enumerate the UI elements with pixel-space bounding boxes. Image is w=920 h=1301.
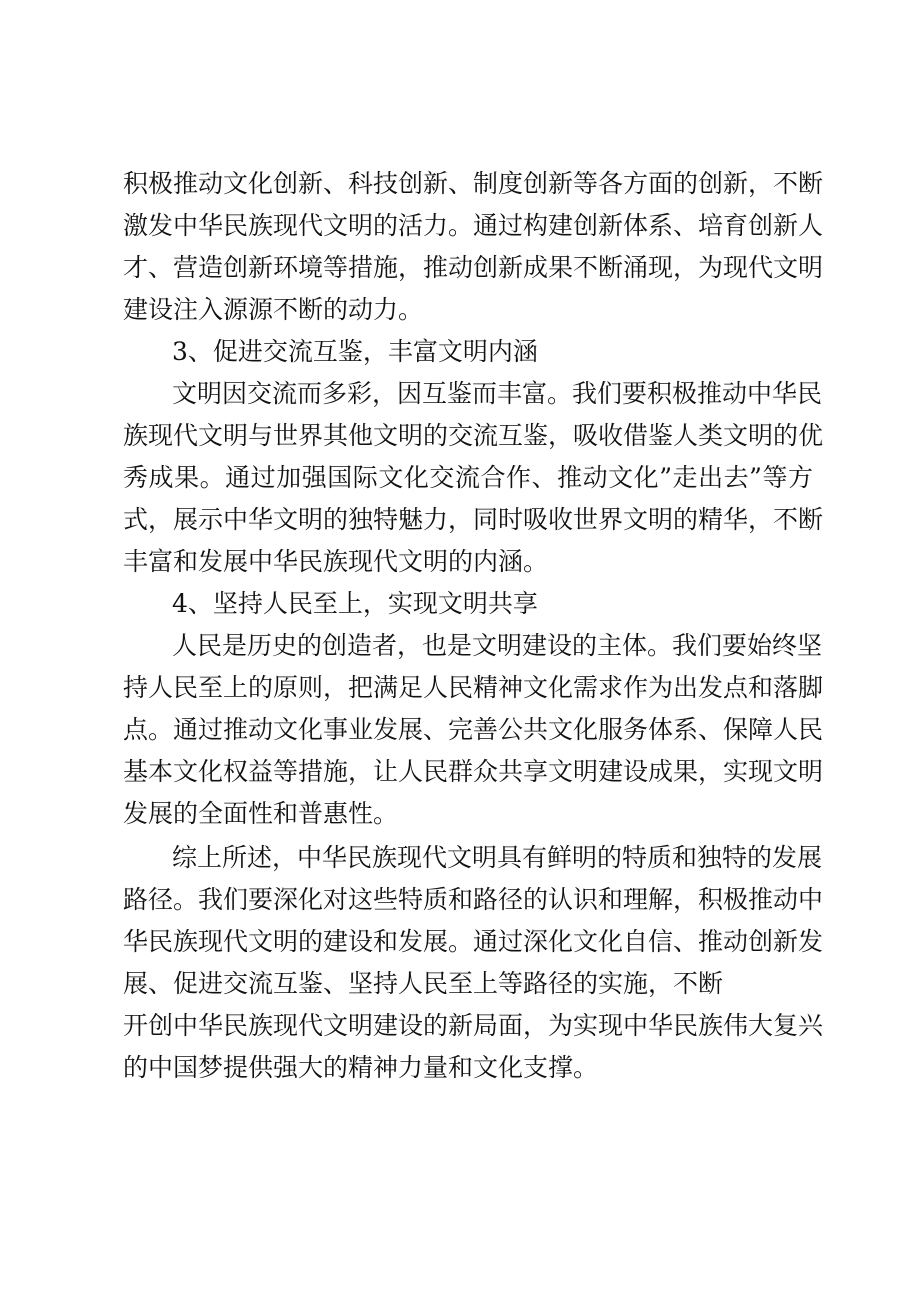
body-text-line: 建设注入源源不断的动力。 <box>123 295 424 324</box>
body-text-line: 秀成果。通过加强国际文化交流合作、推动文化”走出去”等方 <box>123 463 813 492</box>
section-heading-4: 4、坚持人民至上，实现文明共享 <box>172 589 538 618</box>
body-text-line: 才、营造创新环境等措施，推动创新成果不断涌现，为现代文明 <box>123 253 824 282</box>
body-text-line: 激发中华民族现代文明的活力。通过构建创新体系、培育创新人 <box>123 211 824 240</box>
body-text-line: 华民族现代文明的建设和发展。通过深化文化自信、推动创新发 <box>123 927 824 956</box>
body-text-line: 基本文化权益等措施，让人民群众共享文明建设成果，实现文明 <box>123 757 824 786</box>
body-text-line: 点。通过推动文化事业发展、完善公共文化服务体系、保障人民 <box>123 715 824 744</box>
body-text-line: 开创中华民族现代文明建设的新局面，为实现中华民族伟大复兴 <box>123 1011 824 1040</box>
body-text-line: 持人民至上的原则，把满足人民精神文化需求作为出发点和落脚 <box>123 673 824 702</box>
body-text-line: 展、促进交流互鉴、坚持人民至上等路径的实施，不断 <box>123 969 724 998</box>
body-text-line: 的中国梦提供强大的精神力量和文化支撑。 <box>123 1053 599 1082</box>
paragraph-first-line: 综上所述，中华民族现代文明具有鲜明的特质和独特的发展 <box>172 843 823 872</box>
body-text-line: 积极推动文化创新、科技创新、制度创新等各方面的创新，不断 <box>123 169 824 198</box>
paragraph-first-line: 文明因交流而多彩，因互鉴而丰富。我们要积极推动中华民 <box>172 379 823 408</box>
body-text-line: 丰富和发展中华民族现代文明的内涵。 <box>123 547 549 576</box>
body-text-line: 式，展示中华文明的独特魅力，同时吸收世界文明的精华，不断 <box>123 505 824 534</box>
section-heading-3: 3、促进交流互鉴，丰富文明内涵 <box>172 337 538 366</box>
body-text-line: 路径。我们要深化对这些特质和路径的认识和理解，积极推动中 <box>123 885 824 914</box>
body-text-line: 发展的全面性和普惠性。 <box>123 799 399 828</box>
body-text-line: 族现代文明与世界其他文明的交流互鉴，吸收借鉴人类文明的优 <box>123 421 824 450</box>
paragraph-first-line: 人民是历史的创造者，也是文明建设的主体。我们要始终坚 <box>172 631 823 660</box>
